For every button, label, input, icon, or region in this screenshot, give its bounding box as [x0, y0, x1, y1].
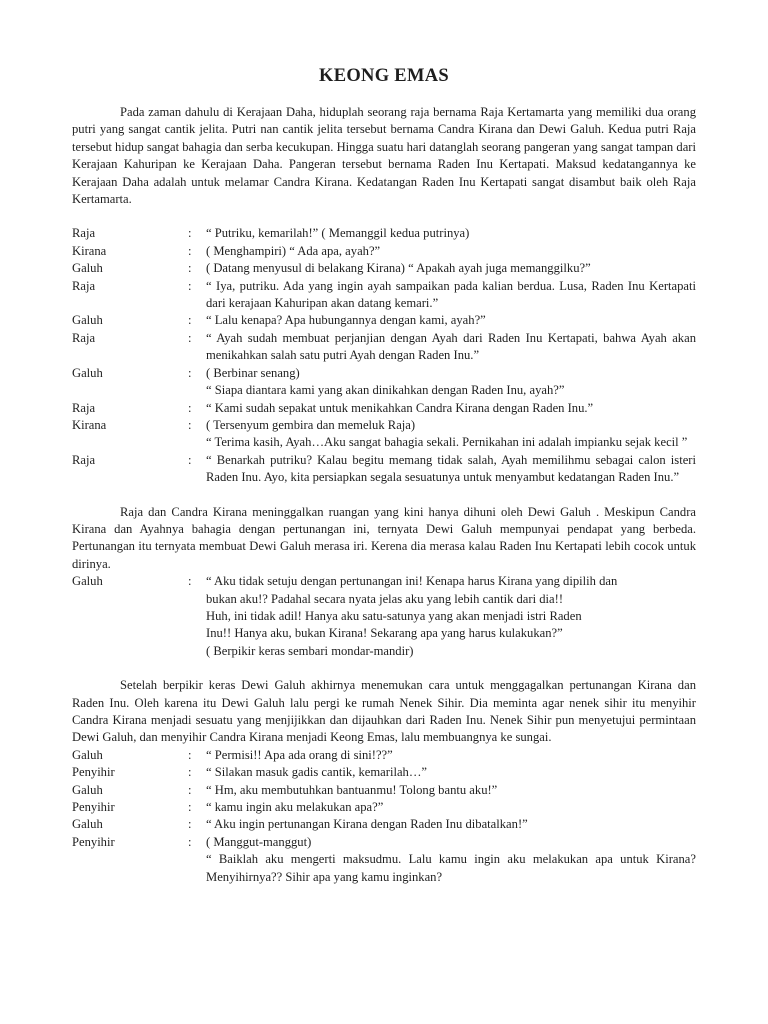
speaker-name: Galuh [72, 782, 103, 797]
speaker-name: Raja [72, 278, 96, 293]
dialog-line [72, 816, 696, 833]
paragraph-middle: Raja dan Candra Kirana meninggalkan ruangan yang kini hanya dihuni oleh Dewi Galuh . Meskipun Candra Kirana dan Ayahnya bahagia dengan pertunangan ini, ternyata Dewi Galuh mempunyai pendapat yang berbeda. Pertunangan itu ternyata membuat Dewi Galuh merasa iri. Kerena dia merasa kalau Raden Inu Kertapati lebih cocok untuk dirinya. [72, 504, 696, 571]
dialog-text [206, 799, 696, 816]
page-title: KEONG EMAS [319, 66, 449, 86]
dialog-text-line: “ Kami sudah sepakat untuk menikahkan Candra Kirana dengan Raden Inu.” [206, 400, 594, 415]
dialog-line [72, 260, 696, 277]
separator-colon: : [188, 747, 192, 762]
dialog-line [72, 764, 696, 781]
dialog-text-line: “ Benarkah putriku? Kalau begitu memang tidak salah, Ayah memilihmu sebagai calon isteri Raden Inu. Ayo, kita persiapkan segala sesuatunya untuk menyambut kedatangan Raden Inu.” [206, 452, 696, 485]
separator-colon: : [188, 574, 192, 589]
dialog-line [72, 834, 696, 886]
speaker-name: Raja [72, 226, 96, 241]
dialog-block-1 [72, 225, 696, 486]
speaker-name: Kirana [72, 243, 107, 258]
separator-colon: : [188, 278, 192, 293]
speaker-name: Galuh [72, 313, 103, 328]
dialog-text-line: Inu!! Hanya aku, bukan Kirana! Sekarang apa yang harus kulakukan?” [206, 626, 563, 641]
separator-colon: : [188, 261, 192, 276]
dialog-text [206, 417, 696, 452]
dialog-line [72, 330, 696, 365]
spacer [72, 208, 696, 225]
dialog-text [206, 260, 696, 277]
dialog-line [72, 747, 696, 764]
dialog-text [206, 452, 696, 487]
separator-colon: : [188, 452, 192, 467]
separator-colon: : [188, 417, 192, 432]
paragraph-sihir: Setelah berpikir keras Dewi Galuh akhirnya menemukan cara untuk menggagalkan pertunangan Kirana dan Raden Inu. Oleh karena itu Dewi Galuh lalu pergi ke rumah Nenek Sihir. Dia meminta agar nenek sihir itu menyihir Candra Kirana menjadi sesuatu yang menjijikkan dan dijauhkan dari Raden Inu. Nenek Sihir pun menyetujui permintaan Dewi Galuh, dan menyihir Candra Kirana menjadi Keong Emas, lalu membuangnya ke sungai. [72, 678, 696, 745]
dialog-line [72, 243, 696, 260]
dialog-text-line: ( Datang menyusul di belakang Kirana) “ Apakah ayah juga memanggilku?” [206, 261, 591, 276]
dialog-text [206, 330, 696, 365]
speaker-name: Raja [72, 400, 96, 415]
dialog-block-2 [72, 573, 696, 660]
dialog-text [206, 747, 696, 764]
dialog-text-line: “ Silakan masuk gadis cantik, kemarilah…” [206, 765, 428, 780]
dialog-text [206, 816, 696, 833]
speaker-name: Galuh [72, 365, 103, 380]
dialog-text-line: “ Terima kasih, Ayah…Aku sangat bahagia sekali. Pernikahan ini adalah impianku sejak kecil ” [206, 435, 688, 450]
separator-colon: : [188, 226, 192, 241]
dialog-text-line: “ Aku tidak setuju dengan pertunangan ini! Kenapa harus Kirana yang dipilih dan [206, 574, 618, 589]
dialog-line [72, 452, 696, 487]
dialog-text-line: “ Permisi!! Apa ada orang di sini!??” [206, 747, 393, 762]
dialog-line [72, 278, 696, 313]
dialog-text-line: “ Lalu kenapa? Apa hubungannya dengan kami, ayah?” [206, 313, 486, 328]
dialog-text [206, 834, 696, 886]
speaker-name: Kirana [72, 417, 107, 432]
speaker-name: Penyihir [72, 800, 115, 815]
dialog-text-line: “ kamu ingin aku melakukan apa?” [206, 800, 384, 815]
separator-colon: : [188, 800, 192, 815]
dialog-text-line: “ Putriku, kemarilah!” ( Memanggil kedua putrinya) [206, 226, 470, 241]
dialog-text [206, 278, 696, 313]
dialog-block-3 [72, 747, 696, 886]
dialog-line [72, 225, 696, 242]
dialog-text [206, 764, 696, 781]
speaker-name: Galuh [72, 747, 103, 762]
dialog-text [206, 782, 696, 799]
paragraph-opening: Pada zaman dahulu di Kerajaan Daha, hiduplah seorang raja bernama Raja Kertamarta yang memiliki dua orang putri yang sangat cantik jelita. Putri nan cantik jelita tersebut bernama Candra Kirana dan Dewi Galuh. Kedua putri Raja tersebut hidup sangat bahagia dan serba kecukupan. Hingga suatu hari datanglah seorang pangeran yang sangat tampan dari Kerajaan Kahuripan ke Kerajaan Daha. Pangeran tersebut bernama Raden Inu Kertapati. Maksud kedatangannya ke Kerajaan Daha adalah untuk melamar Candra Kirana. Kedatangan Raden Inu Kertapati sangat disambut baik oleh Raja Kertamarta. [72, 105, 696, 207]
dialog-line [72, 365, 696, 400]
separator-colon: : [188, 365, 192, 380]
speaker-name: Galuh [72, 261, 103, 276]
separator-colon: : [188, 330, 192, 345]
dialog-text-line: “ Siapa diantara kami yang akan dinikahkan dengan Raden Inu, ayah?” [206, 383, 565, 398]
dialog-text-line: Huh, ini tidak adil! Hanya aku satu-satunya yang akan menjadi istri Raden [206, 608, 582, 623]
dialog-text [206, 312, 696, 329]
speaker-name: Galuh [72, 817, 103, 832]
separator-colon: : [188, 313, 192, 328]
dialog-text-line: “ Baiklah aku mengerti maksudmu. Lalu kamu ingin aku melakukan apa untuk Kirana? Menyihirnya?? Sihir apa yang kamu inginkan? [206, 852, 696, 884]
dialog-text-line: ( Manggut-manggut) [206, 834, 312, 849]
dialog-text [206, 400, 696, 417]
separator-colon: : [188, 243, 192, 258]
dialog-text-line: ( Berpikir keras sembari mondar-mandir) [206, 643, 414, 658]
dialog-line [72, 573, 696, 660]
dialog-text [206, 573, 696, 660]
dialog-text-line: ( Berbinar senang) [206, 365, 300, 380]
dialog-text [206, 365, 696, 400]
speaker-name: Raja [72, 330, 96, 345]
dialog-text-line: “ Aku ingin pertunangan Kirana dengan Raden Inu dibatalkan!” [206, 817, 528, 832]
separator-colon: : [188, 817, 192, 832]
dialog-text [206, 243, 696, 260]
dialog-line [72, 799, 696, 816]
separator-colon: : [188, 765, 192, 780]
separator-colon: : [188, 834, 192, 849]
dialog-text-line: ( Tersenyum gembira dan memeluk Raja) [206, 417, 416, 432]
dialog-text [206, 225, 696, 242]
spacer [72, 487, 696, 504]
dialog-text-line: “ Ayah sudah membuat perjanjian dengan Ayah dari Raden Inu Kertapati, bahwa Ayah akan menikahkan salah satu putri Ayah dengan Raden Inu.” [206, 330, 696, 363]
dialog-line [72, 312, 696, 329]
dialog-line [72, 417, 696, 452]
dialog-line [72, 782, 696, 799]
dialog-text-line: bukan aku!? Padahal secara nyata jelas aku yang lebih cantik dari dia!! [206, 591, 564, 606]
speaker-name: Galuh [72, 574, 103, 589]
spacer [72, 660, 696, 677]
dialog-text-line: “ Iya, putriku. Ada yang ingin ayah sampaikan pada kalian berdua. Lusa, Raden Inu Kertapati dari kerajaan Kahuripan akan datang kemari.” [206, 278, 696, 311]
speaker-name: Penyihir [72, 834, 115, 849]
dialog-text-line: “ Hm, aku membutuhkan bantuanmu! Tolong bantu aku!” [206, 782, 498, 797]
dialog-line [72, 400, 696, 417]
speaker-name: Penyihir [72, 765, 115, 780]
speaker-name: Raja [72, 452, 96, 467]
separator-colon: : [188, 400, 192, 415]
separator-colon: : [188, 782, 192, 797]
dialog-text-line: ( Menghampiri) “ Ada apa, ayah?” [206, 243, 381, 258]
